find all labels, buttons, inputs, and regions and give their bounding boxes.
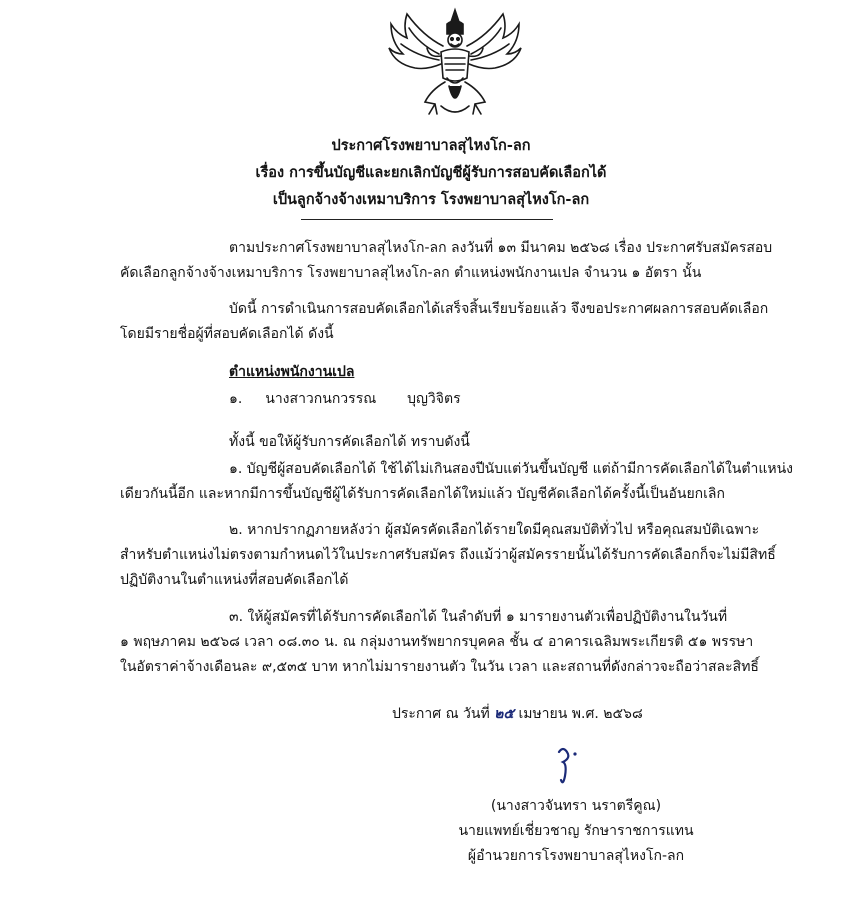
candidate-row (229, 388, 461, 410)
announce-suffix: เมษายน พ.ศ. ๒๕๖๘ (518, 706, 643, 722)
candidate-number: ๑. (229, 391, 243, 407)
title-line-2: เรื่อง การขึ้นบัญชีและยกเลิกบัญชีผู้รับการสอบคัดเลือกได้ (255, 165, 607, 181)
conditions-lead: ทั้งนี้ ขอให้ผู้รับการคัดเลือกได้ ทราบดังนี้ (229, 434, 470, 450)
condition-1-line-1: ๑. บัญชีผู้สอบคัดเลือกได้ ใช้ได้ไม่เกินสองปีนับแต่วันขึ้นบัญชี แต่ถ้ามีการคัดเลือกได้ในตำแหน่ง (229, 461, 793, 477)
condition-3-line-3: ในอัตราค่าจ้างเดือนละ ๙,๕๓๕ บาท หากไม่มารายงานตัว ในวัน เวลา และสถานที่ดังกล่าวจะถือว่าสละสิทธิ์ (120, 659, 759, 675)
garuda-emblem-icon (385, 6, 525, 121)
intro-paragraph-2-line-1: บัดนี้ การดำเนินการสอบคัดเลือกได้เสร็จสิ้นเรียบร้อยแล้ว จึงขอประกาศผลการสอบคัดเลือก (229, 301, 769, 317)
title-divider (301, 219, 553, 220)
signer-role-1: นายแพทย์เชี่ยวชาญ รักษาราชการแทน (458, 823, 694, 839)
announce-date (392, 703, 643, 725)
condition-2-line-2: สำหรับตำแหน่งไม่ตรงตามกำหนดไว้ในประกาศรับสมัคร ถึงแม้ว่าผู้สมัครรายนั้นได้รับการคัดเลือกก็จะไม่มีสิทธิ์ (120, 547, 776, 563)
intro-paragraph-1-line-2: คัดเลือกลูกจ้างจ้างเหมาบริการ โรงพยาบาลสุไหงโก-ลก ตำแหน่งพนักงานเปล จำนวน ๑ อัตรา นั้น (120, 265, 702, 281)
condition-2-line-3: ปฏิบัติงานในตำแหน่งที่สอบคัดเลือกได้ (120, 572, 349, 588)
condition-3-line-2: ๑ พฤษภาคม ๒๕๖๘ เวลา ๐๘.๓๐ น. ณ กลุ่มงานทรัพยากรบุคคล ชั้น ๔ อาคารเฉลิมพระเกียรติ ๕๑ พรรษา (120, 634, 754, 650)
announce-day-handwritten: ๒๕ (494, 706, 514, 722)
title-line-1: ประกาศโรงพยาบาลสุไหงโก-ลก (331, 138, 531, 154)
intro-paragraph-1-line-1: ตามประกาศโรงพยาบาลสุไหงโก-ลก ลงวันที่ ๑๓ มีนาคม ๒๕๖๘ เรื่อง ประกาศรับสมัครสอบ (229, 240, 773, 256)
announce-prefix: ประกาศ ณ วันที่ (392, 706, 490, 722)
position-heading: ตำแหน่งพนักงานเปล (229, 364, 355, 380)
handwritten-signature-icon (545, 740, 605, 790)
signer-role-2: ผู้อำนวยการโรงพยาบาลสุไหงโก-ลก (467, 848, 685, 864)
condition-3-line-1: ๓. ให้ผู้สมัครที่ได้รับการคัดเลือกได้ ในลำดับที่ ๑ มารายงานตัวเพื่อปฏิบัติงานในวันที่ (229, 609, 728, 625)
signer-name: (นางสาวจันทรา นราตรีคูณ) (490, 798, 662, 814)
candidate-last-name: บุญวิจิตร (407, 391, 461, 407)
candidate-first-name: นางสาวกนกวรรณ (265, 391, 377, 407)
intro-paragraph-2-line-2: โดยมีรายชื่อผู้ที่สอบคัดเลือกได้ ดังนี้ (120, 326, 334, 342)
condition-1-line-2: เดียวกันนี้อีก และหากมีการขึ้นบัญชีผู้ได้รับการคัดเลือกได้ใหม่แล้ว บัญชีคัดเลือกได้ครั้งนี้เป็นอันยกเลิก (120, 486, 725, 502)
condition-2-line-1: ๒. หากปรากฏภายหลังว่า ผู้สมัครคัดเลือกได้รายใดมีคุณสมบัติทั่วไป หรือคุณสมบัติเฉพาะ (229, 522, 760, 538)
title-line-3: เป็นลูกจ้างจ้างเหมาบริการ โรงพยาบาลสุไหงโก-ลก (272, 192, 590, 208)
